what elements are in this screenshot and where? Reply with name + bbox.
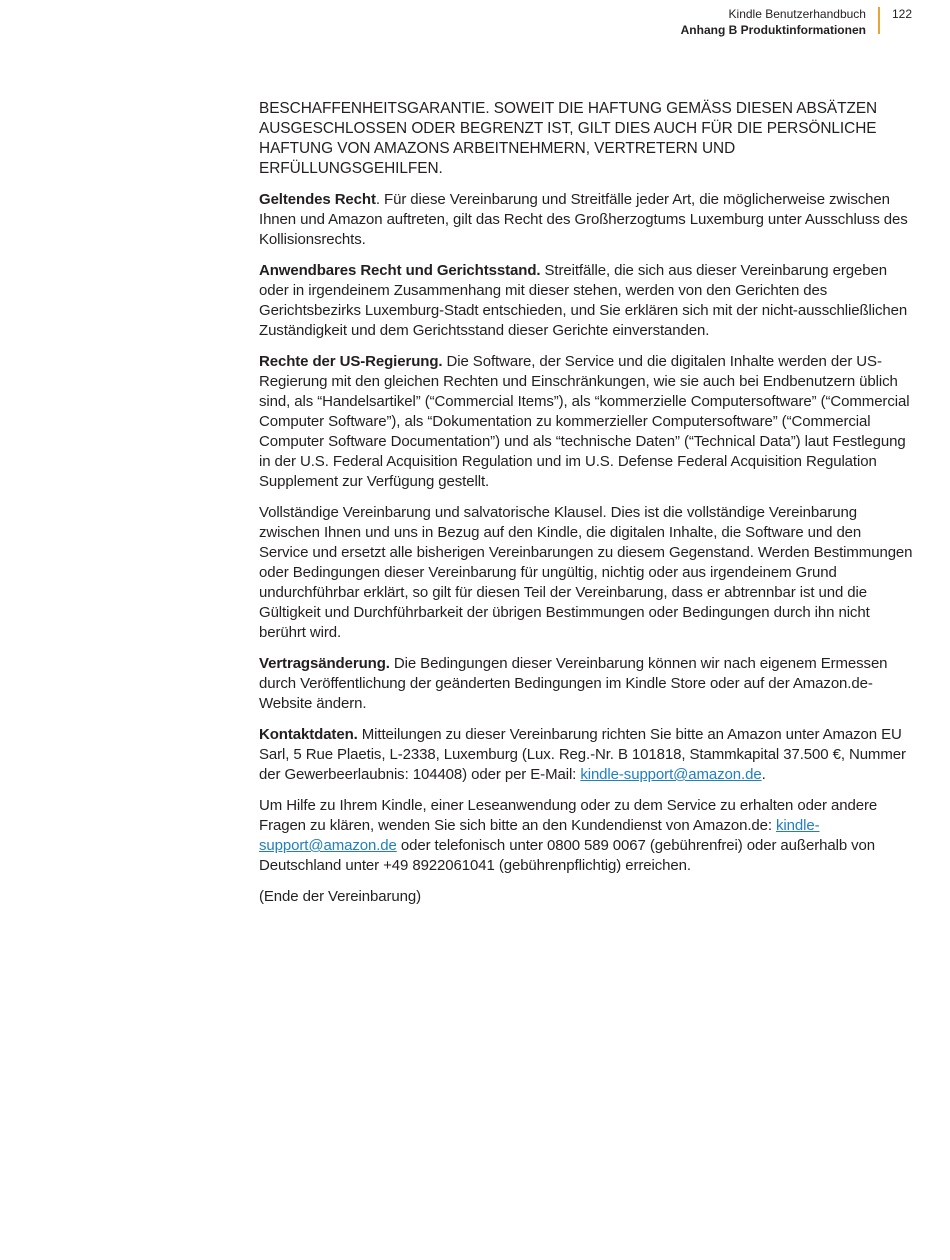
paragraph-text: Die Bedingungen dieser Vereinbarung können wir nach eigenem Ermessen durch Veröffentlichung der geänderten Bedingungen im Kindle Store oder auf der Amazon.de-Website ändern. <box>259 655 888 712</box>
paragraph-governing-law <box>259 190 914 250</box>
header-text <box>681 7 878 38</box>
section-title: Anhang B Produktinformationen <box>680 22 866 37</box>
paragraph-amendment <box>259 654 914 714</box>
paragraph-jurisdiction <box>259 261 914 341</box>
paragraph-text: Die Software, der Service und die digitalen Inhalte werden der US-Regierung mit den gleichen Rechten und Einschränkungen, wie sie auch bei Endbenutzern üblich sind, als “Handelsartikel” (“Commercial Items”), als “kommerzielle Computersoftware” (“Commercial Computer Software”), als “Dokumentation zu kommerzieller Computersoftware” (“Commercial Computer Software Documentation”) und als “technische Daten” (“Technical Data”) laut Festlegung in der U.S. Federal Acquisition Regulation und im U.S. Defense Federal Acquisition Regulation Supplement zur Verfügung gestellt. <box>259 353 910 490</box>
support-email-link[interactable]: kindle-support@amazon.de <box>259 817 820 854</box>
paragraph-heading: Vertragsänderung. <box>259 655 390 672</box>
paragraph-text: BESCHAFFENHEITSGARANTIE. SOWEIT DIE HAFTUNG GEMÄSS DIESEN ABSÄTZEN AUSGESCHLOSSEN ODER BEGRENZT IST, GILT DIES AUCH FÜR DIE PERSÖNLICHE HAFTUNG VON AMAZONS ARBEITNEHMERN, VERTRETERN UND ERFÜLLUNGSGEHILFEN. <box>259 100 878 177</box>
page-number: 122 <box>891 7 912 21</box>
paragraph-text: Mitteilungen zu dieser Vereinbarung richten Sie bitte an Amazon unter Amazon EU Sarl, 5 Rue Plaetis, L-2338, Luxemburg (Lux. Reg.-Nr. B 101818, Stammkapital 37.500 €, Nummer der Gewerbeerlaubnis: 104408) oder per E-Mail: <box>259 726 906 783</box>
paragraph-text: . <box>761 766 766 783</box>
paragraph-text: Streitfälle, die sich aus dieser Vereinbarung ergeben oder in irgendeinem Zusammenhang mit dieser stehen, werden von den Gerichten des Gerichtsbezirks Luxemburg-Stadt entschieden, und Sie erklären sich mit der nicht-ausschließlichen Zuständigkeit und dem Gerichtsstand dieser Gerichte einverstanden. <box>259 262 908 339</box>
paragraph-text: Um Hilfe zu Ihrem Kindle, einer Leseanwendung oder zu dem Service zu erhalten oder andere Fragen zu klären, wenden Sie sich bitte an den Kundendienst von Amazon.de: <box>259 797 878 834</box>
paragraph-end-of-agreement <box>259 887 914 907</box>
paragraph-heading: Anwendbares Recht und Gerichtsstand. <box>259 262 541 279</box>
paragraph-contact-details <box>259 725 914 785</box>
document-body <box>259 99 914 918</box>
paragraph-text: (Ende der Vereinbarung) <box>259 888 421 905</box>
paragraph-heading: Rechte der US-Regierung. <box>259 353 443 370</box>
paragraph-entire-agreement <box>259 503 914 643</box>
paragraph-warranty-liability <box>259 99 914 179</box>
paragraph-customer-service <box>259 796 914 876</box>
paragraph-us-government-rights <box>259 352 914 492</box>
paragraph-text: Vollständige Vereinbarung und salvatorische Klausel. Dies ist die vollständige Vereinbarung zwischen Ihnen und uns in Bezug auf den Kindle, die digitalen Inhalte, die Software und den Service und ersetzt alle bisherigen Vereinbarungen zu diesem Gegenstand. Werden Bestimmungen oder Bedingungen dieser Vereinbarung für ungültig, nichtig oder aus irgendeinem Grund undurchführbar erklärt, so gilt für diesen Teil der Vereinbarung, dass er abtrennbar ist und die Gültigkeit und Durchführbarkeit der übrigen Bestimmungen oder Bedingungen durch ihn nicht berührt wird. <box>259 504 913 641</box>
document-title: Kindle Benutzerhandbuch <box>728 7 866 21</box>
paragraph-text: . Für diese Vereinbarung und Streitfälle jeder Art, die möglicherweise zwischen Ihnen und Amazon auftreten, gilt das Recht des Großherzogtums Luxemburg unter Ausschluss des Kollisionsrechts. <box>259 191 908 248</box>
support-email-link[interactable]: kindle-support@amazon.de <box>580 766 762 783</box>
paragraph-heading: Kontaktdaten. <box>259 726 358 743</box>
page-header <box>681 7 912 38</box>
paragraph-text: oder telefonisch unter 0800 589 0067 (gebührenfrei) oder außerhalb von Deutschland unter +49 8922061041 (gebührenpflichtig) erreichen. <box>259 837 876 874</box>
paragraph-heading: Geltendes Recht <box>259 191 376 208</box>
